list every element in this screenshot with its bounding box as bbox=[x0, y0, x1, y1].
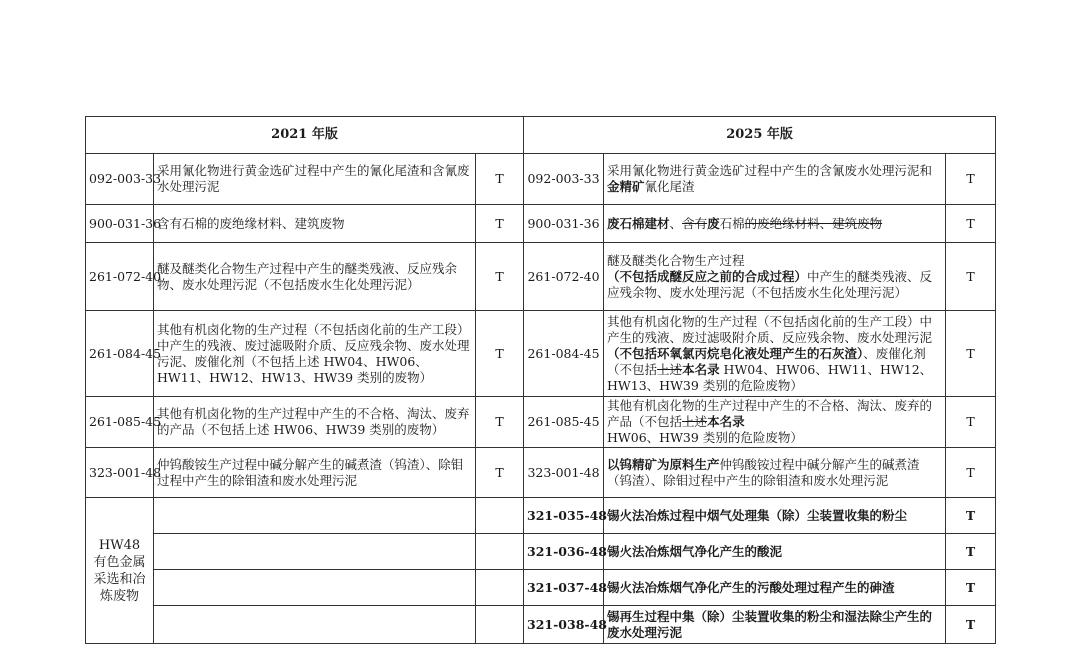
old-code: 261-085-45 bbox=[86, 397, 154, 448]
new-description: 锡火法冶炼烟气净化产生的污酸处理过程产生的砷渣 bbox=[604, 570, 946, 606]
header-2025: 2025 年版 bbox=[524, 117, 996, 154]
new-hazard: T bbox=[946, 606, 996, 644]
old-hazard: T bbox=[476, 205, 524, 243]
new-description: 醚及醚类化合物生产过程（不包括成醚反应之前的合成过程）中产生的醚类残液、反应残余物、废水处理污泥（不包括废水生化处理污泥） bbox=[604, 243, 946, 311]
added-text: 废 bbox=[707, 215, 720, 231]
table-row bbox=[86, 154, 996, 205]
added-text: （不包括成醚反应之前的合成过程） bbox=[607, 268, 808, 284]
added-text: 金精矿 bbox=[607, 179, 645, 194]
new-hazard: T bbox=[946, 154, 996, 205]
old-description: 仲钨酸铵生产过程中碱分解产生的碱煮渣（钨渣）、除钼过程中产生的除钼渣和废水处理污泥 bbox=[154, 448, 476, 498]
category-name-line: 采选和冶 bbox=[93, 571, 146, 587]
added-text: 本名录 bbox=[707, 414, 745, 429]
empty-cell bbox=[476, 498, 524, 534]
new-description: 其他有机卤化物的生产过程中产生的不合格、淘汰、废弃的产品（不包括上述本名录 HW06、HW39 类别的危险废物） bbox=[604, 397, 946, 448]
new-hazard: T bbox=[946, 243, 996, 311]
category-name-line: 炼废物 bbox=[99, 588, 139, 604]
old-hazard: T bbox=[476, 154, 524, 205]
old-code: 261-072-40 bbox=[86, 243, 154, 311]
category-name-line: 有色金属 bbox=[93, 554, 146, 570]
new-code: 321-037-48 bbox=[524, 570, 604, 606]
new-description: 废石棉建材、含有废石棉的废绝缘材料、建筑废物 bbox=[604, 205, 946, 243]
old-code: 092-003-33 bbox=[86, 154, 154, 205]
old-code: 900-031-36 bbox=[86, 205, 154, 243]
new-hazard: T bbox=[946, 498, 996, 534]
header-row bbox=[86, 117, 996, 154]
new-hazard: T bbox=[946, 311, 996, 397]
added-text: 本名录 bbox=[682, 361, 720, 377]
old-description: 含有石棉的废绝缘材料、建筑废物 bbox=[154, 205, 476, 243]
deleted-text: 上述 bbox=[657, 361, 683, 377]
deleted-text: 的废绝缘材料、建筑废物 bbox=[744, 215, 883, 231]
new-hazard: T bbox=[946, 448, 996, 498]
old-hazard: T bbox=[476, 311, 524, 397]
added-text: 废石棉建材 bbox=[607, 215, 670, 231]
new-description: 锡火法冶炼烟气净化产生的酸泥 bbox=[604, 534, 946, 570]
table-row bbox=[86, 498, 996, 534]
new-code: 261-084-45 bbox=[524, 311, 604, 397]
new-hazard: T bbox=[946, 205, 996, 243]
empty-cell bbox=[154, 606, 476, 644]
new-description: 锡火法冶炼过程中烟气处理集（除）尘装置收集的粉尘 bbox=[604, 498, 946, 534]
old-hazard: T bbox=[476, 243, 524, 311]
new-code: 261-072-40 bbox=[524, 243, 604, 311]
new-hazard: T bbox=[946, 397, 996, 448]
old-code: 323-001-48 bbox=[86, 448, 154, 498]
comparison-table bbox=[85, 116, 996, 644]
new-code: 900-031-36 bbox=[524, 205, 604, 243]
new-hazard: T bbox=[946, 570, 996, 606]
deleted-text: 含有 bbox=[682, 215, 708, 231]
category-code: HW48 bbox=[98, 537, 141, 553]
new-code: 092-003-33 bbox=[524, 154, 604, 205]
old-description: 醚及醚类化合物生产过程中产生的醚类残液、反应残余物、废水处理污泥（不包括废水生化处理污泥） bbox=[154, 243, 476, 311]
header-2021: 2021 年版 bbox=[86, 117, 524, 154]
new-description: 锡再生过程中集（除）尘装置收集的粉尘和湿法除尘产生的废水处理污泥 bbox=[604, 606, 946, 644]
table-row bbox=[86, 606, 996, 644]
old-hazard: T bbox=[476, 448, 524, 498]
old-description: 其他有机卤化物的生产过程中产生的不合格、淘汰、废弃的产品（不包括上述 HW06、HW39 类别的废物） bbox=[154, 397, 476, 448]
new-code: 321-036-48 bbox=[524, 534, 604, 570]
added-text: （不包括环氧氯丙烷皂化液处理产生的石灰渣） bbox=[607, 345, 864, 361]
new-description: 以钨精矿为原料生产仲钨酸铵过程中碱分解产生的碱煮渣（钨渣）、除钼过程中产生的除钼渣和废水处理污泥 bbox=[604, 448, 946, 498]
category-cell bbox=[86, 498, 154, 644]
new-code: 321-035-48 bbox=[524, 498, 604, 534]
table-row bbox=[86, 243, 996, 311]
empty-cell bbox=[154, 570, 476, 606]
new-code: 321-038-48 bbox=[524, 606, 604, 644]
old-description: 采用氰化物进行黄金选矿过程中产生的氰化尾渣和含氰废水处理污泥 bbox=[154, 154, 476, 205]
old-hazard: T bbox=[476, 397, 524, 448]
empty-cell bbox=[476, 534, 524, 570]
empty-cell bbox=[476, 570, 524, 606]
new-hazard: T bbox=[946, 534, 996, 570]
new-description: 其他有机卤化物的生产过程（不包括卤化前的生产工段）中产生的残液、废过滤吸附介质、反应残余物、废水处理污泥（不包括环氧氯丙烷皂化液处理产生的石灰渣）、废催化剂（不包括上述本名录 HW04、HW06、HW11、HW12、HW13、HW39 类别的危险废物） bbox=[604, 311, 946, 397]
empty-cell bbox=[154, 498, 476, 534]
deleted-text: 上述 bbox=[682, 414, 708, 429]
new-code: 323-001-48 bbox=[524, 448, 604, 498]
table-row bbox=[86, 448, 996, 498]
new-description: 采用氰化物进行黄金选矿过程中产生的含氰废水处理污泥和金精矿氰化尾渣 bbox=[604, 154, 946, 205]
old-code: 261-084-45 bbox=[86, 311, 154, 397]
table-row bbox=[86, 570, 996, 606]
added-text: 以钨精矿为原料生产 bbox=[607, 456, 720, 472]
table-row bbox=[86, 311, 996, 397]
empty-cell bbox=[154, 534, 476, 570]
table-row bbox=[86, 534, 996, 570]
old-description: 其他有机卤化物的生产过程（不包括卤化前的生产工段）中产生的残液、废过滤吸附介质、反应残余物、废水处理污泥、废催化剂（不包括上述 HW04、HW06、HW11、HW12、HW13、HW39 类别的废物） bbox=[154, 311, 476, 397]
table-row bbox=[86, 205, 996, 243]
table-row bbox=[86, 397, 996, 448]
empty-cell bbox=[476, 606, 524, 644]
new-code: 261-085-45 bbox=[524, 397, 604, 448]
